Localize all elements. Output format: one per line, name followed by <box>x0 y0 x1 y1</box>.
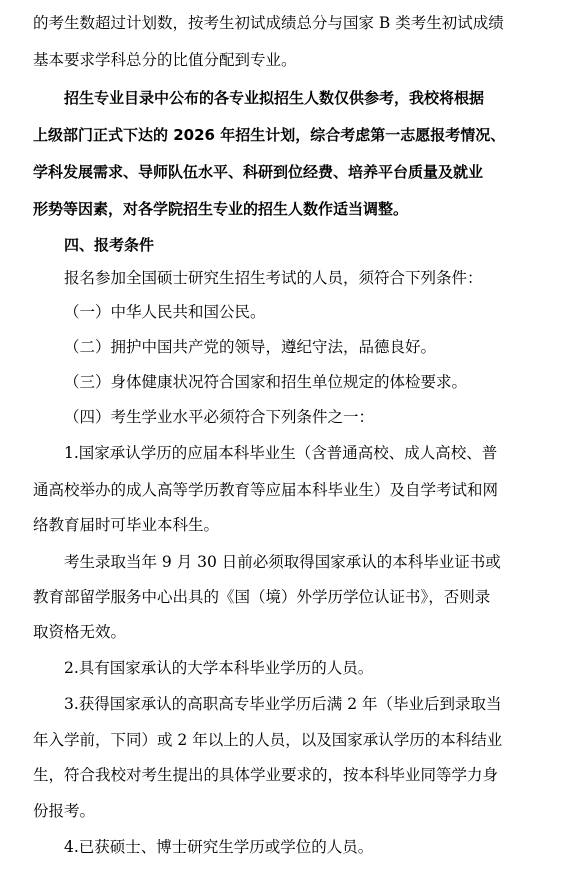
text-line: 份报考。 <box>33 802 96 820</box>
text-line: （四）考生学业水平必须符合下列条件之一： <box>64 408 375 426</box>
text-line: 2.具有国家承认的大学本科毕业学历的人员。 <box>64 659 374 677</box>
text-line: （三）身体健康状况符合国家和招生单位规定的体检要求。 <box>64 373 468 391</box>
text-line: 通高校举办的成人高等学历教育等应届本科毕业生）及自学考试和网 <box>33 481 499 499</box>
text-line-bold: 形势等因素，对各学院招生专业的招生人数作适当调整。 <box>33 200 409 218</box>
text-line: 考生录取当年 9 月 30 日前必须取得国家承认的本科毕业证书或 <box>64 553 501 571</box>
text-line: 年入学前，下同）或 2 年以上的人员，以及国家承认学历的本科结业 <box>33 731 503 749</box>
text-line: 取资格无效。 <box>33 623 127 641</box>
text-line: （二）拥护中国共产党的领导，遵纪守法，品德良好。 <box>64 338 437 356</box>
text-line: （一）中华人民共和国公民。 <box>64 303 266 321</box>
text-line: 基本要求学科总分的比值分配到专业。 <box>33 51 297 69</box>
section-heading: 四、报考条件 <box>64 236 155 254</box>
text-line-bold: 招生专业目录中公布的各专业拟招生人数仅供参考，我校将根据 <box>64 89 485 107</box>
text-line: 的考生数超过计划数，按考生初试成绩总分与国家 B 类考生初试成绩 <box>33 14 504 32</box>
text-line: 报名参加全国硕士研究生招生考试的人员，须符合下列条件： <box>64 269 483 287</box>
text-line: 教育部留学服务中心出具的《国（境）外学历学位认证书》，否则录 <box>33 588 491 606</box>
text-line: 生，符合我校对考生提出的具体学业要求的，按本科毕业同等学力身 <box>33 766 499 784</box>
text-line: 4.已获硕士、博士研究生学历或学位的人员。 <box>64 838 374 856</box>
text-line: 1.国家承认学历的应届本科毕业生（含普通高校、成人高校、普 <box>64 444 498 462</box>
text-line: 络教育届时可毕业本科生。 <box>33 516 220 534</box>
text-line: 3.获得国家承认的高职高专毕业学历后满 2 年（毕业后到录取当 <box>64 695 502 713</box>
text-line-bold: 学科发展需求、导师队伍水平、科研到位经费、培养平台质量及就业 <box>33 163 484 181</box>
text-line-bold: 上级部门正式下达的 2026 年招生计划，综合考虑第一志愿报考情况、 <box>33 126 506 144</box>
